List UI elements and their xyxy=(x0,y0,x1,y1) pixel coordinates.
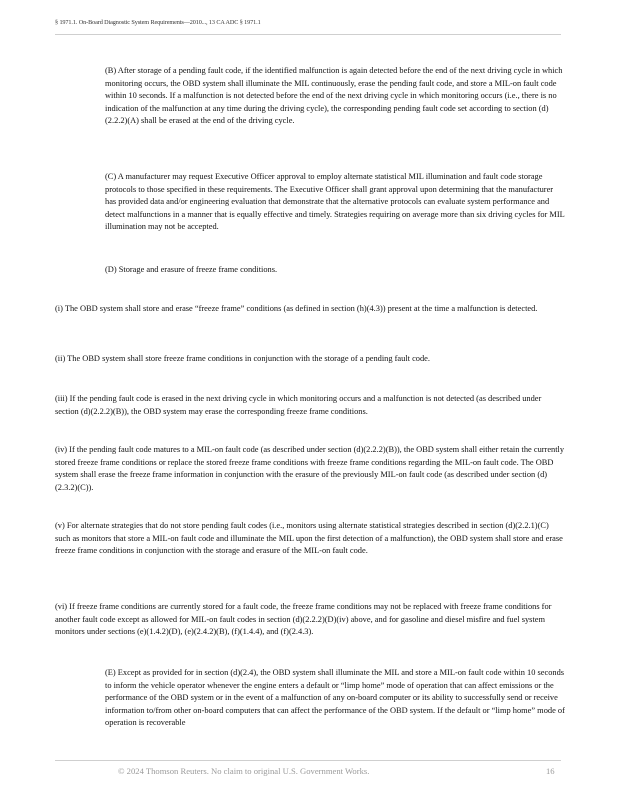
running-header: § 1971.1. On-Board Diagnostic System Requirements—2010..., 13 CA ADC § 1971.1 xyxy=(55,19,261,26)
footer-copyright: © 2024 Thomson Reuters. No claim to original U.S. Government Works. xyxy=(118,766,370,776)
footer-divider xyxy=(55,760,561,761)
paragraph-d-vi: (vi) If freeze frame conditions are currently stored for a fault code, the freeze frame conditions may not be replaced with freeze frame conditions for another fault code except as allowed for MIL-on fault codes in section (d)(2.2.2)(D)(iv) above, and for gasoline and diesel misfire and fuel system monitors under sections (e)(1.4.2)(D), (e)(2.4.2)(B), (f)(1.4.4), and (f)(2.4.3). xyxy=(55,602,552,636)
paragraph-d-heading: (D) Storage and erasure of freeze frame conditions. xyxy=(105,265,278,274)
paragraph-d-v: (v) For alternate strategies that do not store pending fault codes (i.e., monitors using alternate statistical strategies described in section (d)(2.2.1)(C) such as monitors that store a MIL-on fault code and illuminate the MIL upon the first detection of a malfunction), the OBD system shall store and erase freeze frame conditions in conjunction with the storage and erasure of the MIL-on fault code. xyxy=(55,521,563,555)
page-number: 16 xyxy=(546,766,555,776)
paragraph-d-ii: (ii) The OBD system shall store freeze frame conditions in conjunction with the storage of a pending fault code. xyxy=(55,354,430,363)
paragraph-e: (E) Except as provided for in section (d)(2.4), the OBD system shall illuminate the MIL and store a MIL-on fault code within 10 seconds to inform the vehicle operator whenever the engine enters a default or “limp home” mode of operation that can affect emissions or the performance of the OBD system or in the event of a malfunction of any on-board computer or its ability to successfully send or receive information to/from other on-board computers that can affect the performance of the OBD system. If the default or “limp home” mode of operation is recoverable xyxy=(105,668,565,727)
paragraph-c: (C) A manufacturer may request Executive Officer approval to employ alternate statistical MIL illumination and fault code storage protocols to those specified in these requirements. The Executive Officer shall grant approval upon determining that the manufacturer has provided data and/or engineering evaluation that demonstrate that the alternative protocols can evaluate system performance and detect malfunctions in a manner that is equally effective and timely. Strategies requiring on average more than six driving cycles for MIL illumination may not be accepted. xyxy=(105,172,565,231)
paragraph-d-iii: (iii) If the pending fault code is erased in the next driving cycle in which monitoring occurs and a malfunction is not detected (as described under section (d)(2.2.2)(B)), the OBD system may erase the corresponding freeze frame conditions. xyxy=(55,394,542,416)
paragraph-b: (B) After storage of a pending fault code, if the identified malfunction is again detected before the end of the next driving cycle in which monitoring occurs, the OBD system shall illuminate the MIL continuously, erase the pending fault code, and store a MIL-on fault code within 10 seconds. If a malfunction is not detected before the end of the next driving cycle in which monitoring occurs (i.e., there is no indication of the malfunction at any time during the driving cycle), the corresponding pending fault code set according to section (d)(2.2.2)(A) shall be erased at the end of the driving cycle. xyxy=(105,66,563,125)
paragraph-d-i: (i) The OBD system shall store and erase “freeze frame” conditions (as defined in section (h)(4.3)) present at the time a malfunction is detected. xyxy=(55,304,538,313)
header-divider xyxy=(55,34,561,35)
paragraph-d-iv: (iv) If the pending fault code matures to a MIL-on fault code (as described under section (d)(2.2.2)(B)), the OBD system shall either retain the currently stored freeze frame conditions or replace the stored freeze frame conditions with freeze frame conditions regarding the MIL-on fault code. The OBD system shall erase the freeze frame information in conjunction with the erasure of the previously MIL-on fault code (as described under section (d)(2.3.2)(C)). xyxy=(55,445,565,492)
